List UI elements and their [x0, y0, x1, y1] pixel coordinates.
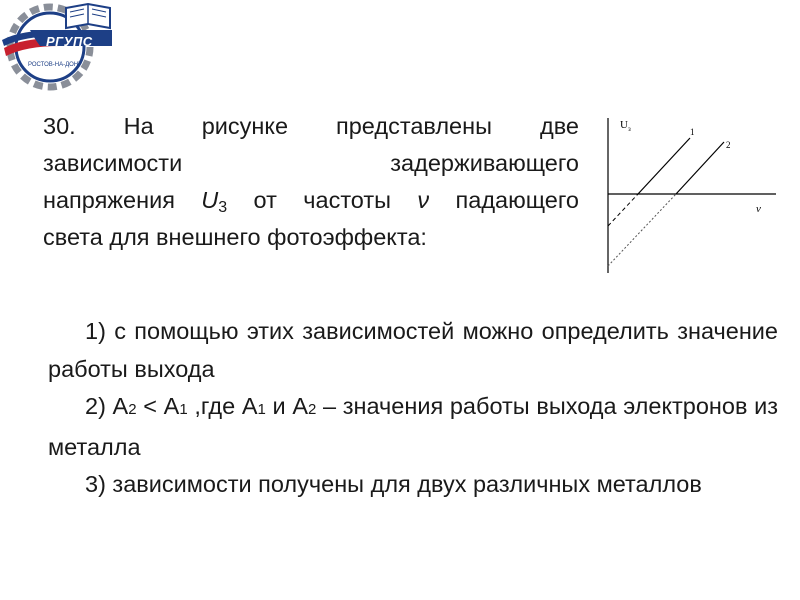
- option-2-index: 2: [128, 401, 137, 418]
- x-axis-label: ν: [756, 203, 761, 215]
- university-logo: [0, 0, 118, 92]
- question-line-2: зависимости задерживающего: [43, 150, 579, 176]
- graph-line-2: [676, 142, 724, 194]
- option-2-text: < А: [136, 393, 180, 419]
- question-line-3: [43, 182, 579, 219]
- question-text-part: падающего: [429, 187, 579, 213]
- answer-options: [48, 313, 778, 504]
- option-2-index: 2: [308, 401, 317, 418]
- option-2-index: 1: [257, 401, 266, 418]
- y-axis-label: U: [620, 119, 628, 131]
- graph-line-2-extrapolation: [608, 194, 676, 266]
- question-text-part: от частоты: [227, 187, 418, 213]
- option-2-text: и А: [265, 393, 308, 419]
- question-text: [43, 108, 579, 256]
- option-3: 3) зависимости получены для двух различных металлов: [85, 471, 702, 497]
- voltage-symbol: U: [201, 187, 219, 213]
- option-2-text: ,где А: [187, 393, 258, 419]
- y-axis-subscript: з: [628, 125, 631, 133]
- graph-line-1: [638, 138, 690, 194]
- option-2-index: 1: [179, 401, 188, 418]
- graph-line-2-label: 2: [726, 140, 731, 150]
- option-2-text: 2) А: [85, 393, 129, 419]
- question-line-4: света для внешнего фотоэффекта:: [43, 224, 427, 250]
- question-line-1: 30. На рисунке представлены две: [43, 113, 579, 139]
- stopping-voltage-graph: [598, 108, 788, 283]
- option-2-text: – значения работы выхода электронов из металла: [48, 393, 778, 460]
- logo-city-text: РОСТОВ-НА-ДОНУ: [28, 62, 82, 68]
- graph-line-1-extrapolation: [608, 194, 638, 226]
- option-2: [48, 388, 778, 466]
- graph-line-1-label: 1: [690, 127, 695, 137]
- logo-abbreviation: РГУПС: [46, 34, 93, 49]
- voltage-subscript: 3: [218, 199, 228, 216]
- question-text-part: напряжения: [43, 187, 202, 213]
- option-1: 1) с помощью этих зависимостей можно определить значение работы выхода: [48, 318, 778, 382]
- frequency-symbol: ν: [417, 187, 430, 213]
